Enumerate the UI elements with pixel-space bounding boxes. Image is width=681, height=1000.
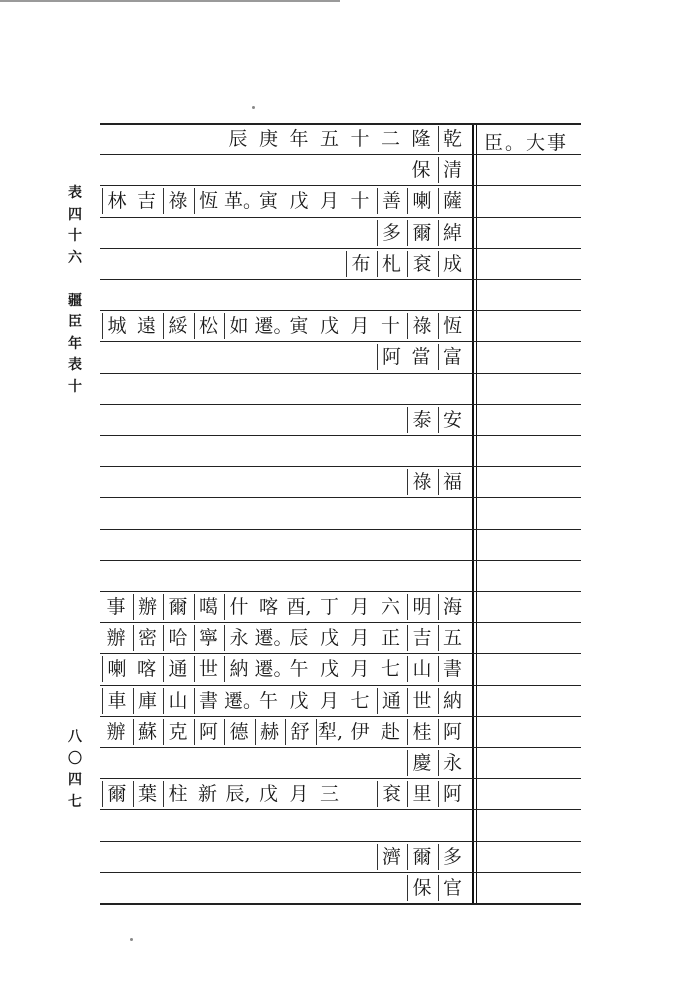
table-cell: 袞 [377, 781, 406, 807]
table-cell: 吉 [407, 625, 436, 651]
column-divider-inner [476, 123, 477, 904]
table-cell: 戊 [289, 190, 309, 213]
top-rule [0, 0, 340, 2]
table-cell: 三 [319, 783, 339, 806]
table-cell: 恆 [194, 188, 223, 214]
table-row [100, 529, 472, 560]
side-char: 〇 [68, 750, 82, 767]
table-cell: 清 [438, 157, 467, 183]
table-cell: 海 [438, 594, 467, 620]
table-cell: 恆 [438, 313, 467, 339]
table-cell: 喇 [102, 656, 131, 682]
table-cell: 密 [133, 625, 162, 651]
table-cell: 阿 [438, 719, 467, 745]
column-divider [472, 123, 474, 904]
table-cell: 城 [102, 313, 131, 339]
table-cell: 喇 [407, 188, 436, 214]
header-label: 臣。大事 [484, 132, 569, 154]
side-char: 四 [68, 772, 82, 788]
side-char: 八 [68, 729, 82, 745]
table-cell: 五 [438, 625, 467, 651]
table-cell: 十 [350, 128, 370, 150]
table-row [100, 653, 472, 684]
table-cell: 遷。 [254, 315, 293, 338]
table-cell: 辰, [225, 783, 251, 806]
table-cell: 祿 [163, 188, 192, 214]
table-cell: 午 [289, 658, 309, 681]
table-cell: 富 [438, 344, 467, 370]
table-row [100, 716, 472, 747]
table-cell: 阿 [438, 781, 467, 807]
table-cell: 葉 [133, 781, 162, 807]
table-cell: 戊 [258, 783, 278, 806]
table-row [100, 685, 472, 716]
table-cell: 林 [102, 188, 131, 214]
table-row [100, 310, 472, 341]
side-title [62, 186, 88, 401]
table-cell: 戊 [319, 627, 339, 650]
table-cell: 遷。 [254, 627, 293, 650]
table-cell: 綽 [438, 220, 467, 246]
table-cell: 爾 [163, 594, 192, 620]
table-row [100, 872, 472, 903]
table-cell: 年 [289, 128, 309, 150]
table-cell: 辦 [106, 720, 126, 743]
table-cell: 祿 [407, 313, 436, 339]
table-cell [346, 781, 374, 807]
table-row [100, 622, 472, 653]
table-row [100, 435, 472, 466]
row-rule [100, 903, 581, 905]
table-cell: 車 [102, 688, 131, 714]
table-cell: 月 [350, 596, 370, 618]
page-number [62, 730, 88, 816]
side-char: 表 [68, 357, 82, 373]
table-cell: 泰 [407, 407, 436, 433]
table-cell: 柱 [163, 781, 192, 807]
table-cell: 寧 [194, 625, 223, 651]
table-cell: 乾 [438, 126, 467, 152]
table-row [100, 248, 472, 279]
table-row [100, 123, 472, 154]
table-cell: 五 [319, 128, 339, 150]
table-cell: 月 [319, 689, 339, 712]
table-cell: 德 [224, 719, 253, 745]
table-row [100, 279, 472, 310]
table-row [100, 185, 472, 216]
table-row [100, 809, 472, 840]
table-cell: 月 [350, 315, 370, 338]
table-cell: 月 [289, 783, 309, 806]
table-cell: 當 [411, 346, 431, 369]
table-row [100, 591, 472, 622]
table-cell: 酉, [286, 596, 312, 618]
table-cell: 如 [224, 313, 253, 339]
table-cell: 慶 [407, 750, 436, 776]
side-char: 十 [68, 228, 82, 244]
table-cell: 福 [438, 469, 467, 495]
table-cell: 事 [106, 596, 126, 618]
table-row [100, 404, 472, 435]
table-cell: 寅 [289, 315, 309, 338]
side-char [62, 272, 88, 294]
table-cell: 蘇 [133, 719, 162, 745]
table-cell: 阿 [377, 344, 406, 370]
side-char: 四 [68, 206, 82, 223]
table-cell: 遠 [136, 315, 156, 338]
table-cell: 吉 [136, 190, 156, 213]
table-cell: 阿 [194, 719, 223, 745]
table-cell: 月 [350, 658, 370, 681]
table-row [100, 373, 472, 404]
table-cell: 綏 [163, 313, 192, 339]
table-cell: 赴 [380, 720, 400, 743]
table-cell: 犁, [316, 719, 345, 745]
side-char: 六 [68, 249, 82, 266]
table-cell: 爾 [407, 844, 436, 870]
table-cell: 哈 [163, 625, 192, 651]
table-cell: 喀 [136, 658, 156, 681]
table-cell: 月 [319, 190, 339, 213]
table-cell: 袞 [407, 251, 436, 277]
table-cell: 桂 [407, 719, 436, 745]
table-row [100, 217, 472, 248]
side-char: 七 [68, 793, 82, 810]
side-char: 年 [68, 335, 82, 352]
table-cell: 善 [377, 188, 406, 214]
side-char: 表 [68, 185, 82, 201]
table-cell: 伊 [350, 720, 370, 743]
table-cell: 書 [194, 688, 223, 714]
table-cell: 松 [194, 313, 223, 339]
table-cell: 保 [407, 875, 436, 901]
table-cell: 保 [411, 159, 431, 182]
table-cell: 赫 [255, 719, 284, 745]
table-cell: 正 [380, 627, 400, 650]
table-row [100, 560, 472, 591]
table-row [100, 841, 472, 872]
table-cell: 多 [377, 220, 406, 246]
table-cell: 十 [380, 315, 400, 338]
table-cell: 月 [350, 627, 370, 650]
table-cell: 納 [438, 688, 467, 714]
side-char: 臣 [68, 314, 82, 330]
table-cell: 濟 [377, 844, 406, 870]
table-cell: 通 [377, 688, 406, 714]
table-cell: 喀 [258, 596, 278, 618]
table-cell: 薩 [438, 188, 467, 214]
table-cell: 明 [407, 594, 436, 620]
table-cell: 戊 [319, 315, 339, 338]
table-cell: 山 [407, 656, 436, 682]
table-cell: 祿 [407, 469, 436, 495]
table-cell: 多 [438, 844, 467, 870]
table-cell: 戊 [289, 689, 309, 712]
table-cell: 六 [380, 596, 400, 618]
table-cell: 書 [438, 656, 467, 682]
table-cell: 舒 [285, 719, 314, 745]
table-row [100, 466, 472, 497]
table-cell: 庫 [133, 688, 162, 714]
table-cell: 辦 [106, 627, 126, 650]
table-cell: 成 [438, 251, 467, 277]
table-cell: 午 [258, 689, 278, 712]
table-row [100, 497, 472, 528]
side-char: 疆 [68, 292, 82, 309]
table-cell: 官 [438, 875, 467, 901]
table-cell: 丁 [319, 596, 339, 618]
table-cell: 世 [194, 656, 223, 682]
table-cell: 庚 [258, 128, 278, 150]
table-row [100, 154, 472, 185]
table-cell: 辦 [133, 594, 162, 620]
table-cell: 里 [407, 781, 436, 807]
table-cell: 遷。 [254, 658, 293, 681]
table-cell: 通 [163, 656, 192, 682]
side-char: 十 [68, 378, 82, 395]
table-row [100, 341, 472, 372]
table-cell: 爾 [407, 220, 436, 246]
table-cell: 革。 [224, 190, 263, 213]
table-cell: 辰 [289, 627, 309, 650]
table-cell: 爾 [102, 781, 131, 807]
table-cell: 戊 [319, 658, 339, 681]
table-cell: 安 [438, 407, 467, 433]
table-row [100, 778, 472, 809]
table-cell: 永 [224, 625, 253, 651]
table-cell: 納 [224, 656, 253, 682]
table-cell: 山 [163, 688, 192, 714]
table-cell: 隆 [411, 128, 431, 150]
table-cell: 寅 [258, 190, 278, 213]
table-cell: 七 [380, 658, 400, 681]
table-cell: 十 [350, 190, 370, 213]
table-cell: 札 [377, 251, 406, 277]
table-cell: 什 [224, 594, 253, 620]
table-cell: 辰 [228, 128, 248, 150]
print-speck [130, 938, 133, 941]
table-cell: 新 [197, 783, 217, 806]
table-row [100, 747, 472, 778]
table-cell: 永 [438, 750, 467, 776]
table-cell: 克 [163, 719, 192, 745]
table-cell: 布 [346, 251, 375, 277]
table-cell: 遷。 [224, 689, 263, 712]
table-cell: 七 [350, 689, 370, 712]
table-cell: 世 [407, 688, 436, 714]
table-cell: 二 [380, 128, 400, 150]
print-speck [252, 106, 255, 109]
table-cell: 噶 [194, 594, 223, 620]
